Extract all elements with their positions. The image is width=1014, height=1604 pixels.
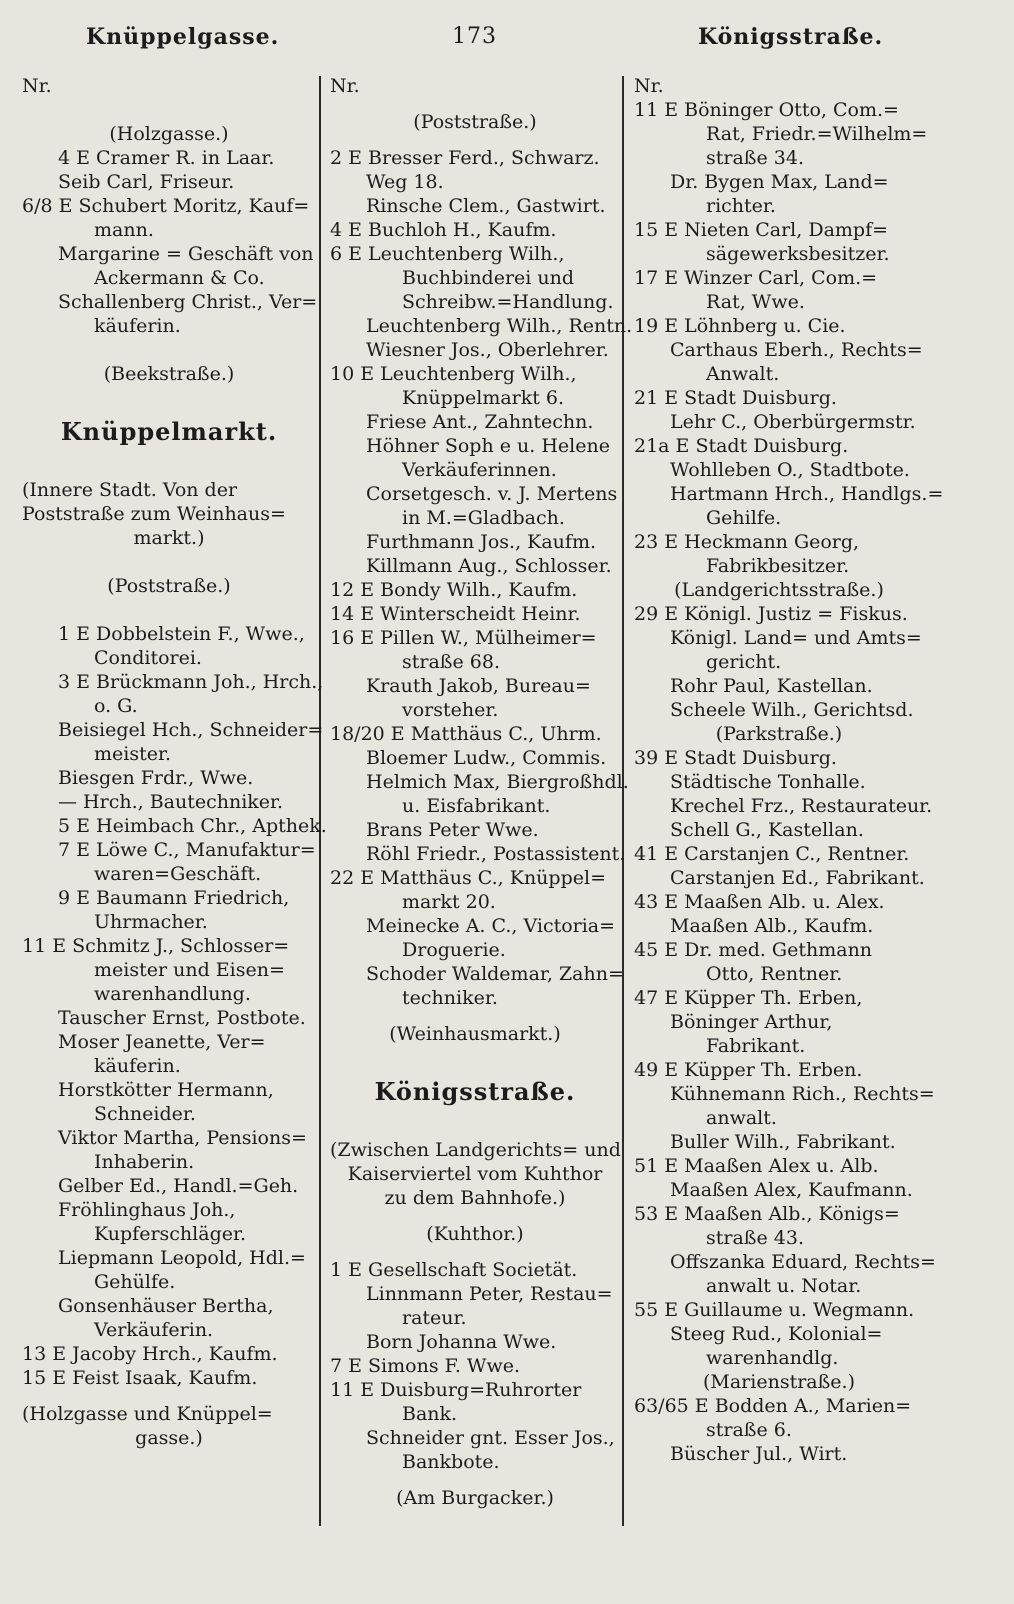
spacer: [22, 386, 316, 410]
directory-line: (Weinhausmarkt.): [389, 1023, 561, 1045]
section-heading: Königsstraße.: [374, 1077, 576, 1106]
directory-line: Rat, Friedr.=Wilhelm=: [706, 123, 928, 145]
directory-line: Fabrikbesitzer.: [706, 555, 850, 577]
directory-line: (Poststraße.): [413, 111, 537, 133]
directory-line: 4 E Cramer R. in Laar.: [58, 147, 275, 169]
directory-line: (Holzgasse.): [109, 123, 229, 145]
directory-line: 29 E Königl. Justiz = Fiskus.: [634, 603, 908, 625]
directory-line: gericht.: [706, 651, 782, 673]
directory-line: 23 E Heckmann Georg,: [634, 531, 860, 553]
directory-line: anwalt.: [706, 1107, 777, 1129]
directory-line: 12 E Bondy Wilh., Kaufm.: [330, 579, 578, 601]
directory-line: gasse.): [135, 1427, 203, 1449]
running-header-left: Knüppelgasse.: [86, 24, 280, 50]
column-3: [634, 74, 944, 1466]
directory-line: Gelber Ed., Handl.=Geh.: [58, 1175, 299, 1197]
spacer: [22, 338, 316, 362]
directory-line: Böninger Arthur,: [670, 1011, 833, 1033]
page-number: 173: [452, 24, 497, 49]
directory-line: o. G.: [94, 695, 138, 717]
directory-line: markt 20.: [402, 891, 496, 913]
directory-line: 6/8 E Schubert Moritz, Kauf=: [22, 195, 310, 217]
directory-line: 3 E Brückmann Joh., Hrch.,: [58, 671, 324, 693]
directory-line: Hartmann Hrch., Handlgs.=: [670, 483, 944, 505]
directory-line: 10 E Leuchtenberg Wilh.,: [330, 363, 577, 385]
directory-line: 2 E Bresser Ferd., Schwarz.: [330, 147, 600, 169]
directory-line: Krechel Frz., Restaurateur.: [670, 795, 933, 817]
directory-line: Offszanka Eduard, Rechts=: [670, 1251, 936, 1273]
directory-line: Gehilfe.: [706, 507, 782, 529]
directory-line: 5 E Heimbach Chr., Apthek.: [58, 815, 327, 837]
directory-line: meister und Eisen=: [94, 959, 285, 981]
directory-line: Maaßen Alex, Kaufmann.: [670, 1179, 913, 1201]
running-header-right: Königsstraße.: [698, 24, 884, 50]
spacer: [330, 98, 620, 110]
directory-line: 47 E Küpper Th. Erben,: [634, 987, 863, 1009]
spacer: [330, 1210, 620, 1222]
directory-line: Schallenberg Christ., Ver=: [58, 291, 318, 313]
directory-line: käuferin.: [94, 1055, 181, 1077]
directory-line: 13 E Jacoby Hrch., Kaufm.: [22, 1343, 278, 1365]
spacer: [330, 1010, 620, 1022]
directory-line: straße 6.: [706, 1419, 792, 1441]
directory-line: Moser Jeanette, Ver=: [58, 1031, 266, 1053]
directory-line: in M.=Gladbach.: [402, 507, 565, 529]
directory-line: 18/20 E Matthäus C., Uhrm.: [330, 723, 602, 745]
directory-line: Leuchtenberg Wilh., Rentn.: [366, 315, 633, 337]
directory-line: Weg 18.: [366, 171, 444, 193]
directory-line: Kaiserviertel vom Kuhthor: [347, 1163, 603, 1185]
directory-line: (Am Burgacker.): [396, 1487, 554, 1509]
directory-line: Schneider.: [94, 1103, 196, 1125]
directory-line: Rat, Wwe.: [706, 291, 805, 313]
directory-line: mann.: [94, 219, 154, 241]
directory-line: Uhrmacher.: [94, 911, 208, 933]
spacer: [330, 1114, 620, 1138]
directory-line: 16 E Pillen W., Mülheimer=: [330, 627, 597, 649]
directory-line: Tauscher Ernst, Postbote.: [58, 1007, 306, 1029]
spacer: [22, 98, 316, 122]
directory-line: 63/65 E Bodden A., Marien=: [634, 1395, 912, 1417]
directory-line: Conditorei.: [94, 647, 202, 669]
directory-line: Röhl Friedr., Postassistent.: [366, 843, 626, 865]
directory-line: Verkäuferin.: [94, 1319, 214, 1341]
directory-line: 15 E Feist Isaak, Kaufm.: [22, 1367, 258, 1389]
directory-line: straße 43.: [706, 1227, 804, 1249]
directory-line: Höhner Soph e u. Helene: [366, 435, 610, 457]
directory-line: 43 E Maaßen Alb. u. Alex.: [634, 891, 885, 913]
directory-line: markt.): [133, 527, 205, 549]
directory-line: 21a E Stadt Duisburg.: [634, 435, 849, 457]
spacer: [22, 1390, 316, 1402]
column-rule-left: [319, 76, 321, 1526]
directory-line: richter.: [706, 195, 776, 217]
directory-line: straße 68.: [402, 651, 500, 673]
directory-line: Rinsche Clem., Gastwirt.: [366, 195, 606, 217]
directory-line: Brans Peter Wwe.: [366, 819, 539, 841]
directory-line: 4 E Buchloh H., Kaufm.: [330, 219, 557, 241]
directory-line: vorsteher.: [402, 699, 499, 721]
directory-line: Krauth Jakob, Bureau=: [366, 675, 591, 697]
directory-line: techniker.: [402, 987, 498, 1009]
directory-line: Königl. Land= und Amts=: [670, 627, 922, 649]
directory-line: 41 E Carstanjen C., Rentner.: [634, 843, 910, 865]
directory-line: Scheele Wilh., Gerichtsd.: [670, 699, 914, 721]
directory-line: Horstkötter Hermann,: [58, 1079, 274, 1101]
directory-line: warenhandlung.: [94, 983, 251, 1005]
directory-line: zu dem Bahnhofe.): [384, 1187, 566, 1209]
directory-line: 1 E Gesellschaft Societät.: [330, 1259, 578, 1281]
directory-line: Corsetgesch. v. J. Mertens: [366, 483, 618, 505]
directory-line: Steeg Rud., Kolonial=: [670, 1323, 883, 1345]
directory-line: Schell G., Kastellan.: [670, 819, 864, 841]
directory-line: Margarine = Geschäft von: [58, 243, 314, 265]
directory-line: waren=Geschäft.: [94, 863, 262, 885]
directory-line: Buller Wilh., Fabrikant.: [670, 1131, 896, 1153]
directory-line: Wiesner Jos., Oberlehrer.: [366, 339, 609, 361]
directory-line: 19 E Löhnberg u. Cie.: [634, 315, 846, 337]
directory-line: Büscher Jul., Wirt.: [670, 1443, 848, 1465]
directory-line: Maaßen Alb., Kaufm.: [670, 915, 874, 937]
spacer: [22, 454, 316, 478]
directory-line: 45 E Dr. med. Gethmann: [634, 939, 873, 961]
directory-line: Schoder Waldemar, Zahn=: [366, 963, 624, 985]
directory-line: — Hrch., Bautechniker.: [58, 791, 284, 813]
directory-line: (Innere Stadt. Von der: [22, 479, 238, 501]
directory-line: Poststraße zum Weinhaus=: [22, 503, 286, 525]
directory-line: Otto, Rentner.: [706, 963, 843, 985]
directory-line: u. Eisfabrikant.: [402, 795, 551, 817]
directory-line: Bank.: [402, 1403, 458, 1425]
directory-line: (Landgerichtsstraße.): [674, 579, 884, 601]
directory-line: Kupferschläger.: [94, 1223, 247, 1245]
directory-line: 39 E Stadt Duisburg.: [634, 747, 837, 769]
directory-line: Friese Ant., Zahntechn.: [366, 411, 594, 433]
spacer: [330, 1046, 620, 1070]
directory-line: Gehülfe.: [94, 1271, 176, 1293]
directory-line: Seib Carl, Friseur.: [58, 171, 235, 193]
directory-line: Lehr C., Oberbürgermstr.: [670, 411, 916, 433]
directory-line: Wohlleben O., Stadtbote.: [670, 459, 910, 481]
directory-line: 14 E Winterscheidt Heinr.: [330, 603, 581, 625]
directory-line: Bankbote.: [402, 1451, 500, 1473]
directory-line: 11 E Schmitz J., Schlosser=: [22, 935, 290, 957]
directory-line: (Holzgasse und Knüppel=: [22, 1403, 273, 1425]
directory-line: 1 E Dobbelstein F., Wwe.,: [58, 623, 305, 645]
spacer: [330, 1474, 620, 1486]
directory-line: 7 E Simons F. Wwe.: [330, 1355, 520, 1377]
spacer: [22, 598, 316, 622]
directory-line: Nr.: [22, 75, 52, 97]
directory-line: warenhandlg.: [706, 1347, 839, 1369]
directory-line: (Parkstraße.): [715, 723, 843, 745]
directory-line: Anwalt.: [706, 363, 780, 385]
directory-line: (Poststraße.): [107, 575, 231, 597]
directory-line: Verkäuferinnen.: [402, 459, 557, 481]
directory-line: Knüppelmarkt 6.: [402, 387, 565, 409]
directory-line: 17 E Winzer Carl, Com.=: [634, 267, 878, 289]
directory-line: Carthaus Eberh., Rechts=: [670, 339, 923, 361]
directory-line: Meinecke A. C., Victoria=: [366, 915, 616, 937]
spacer: [330, 1246, 620, 1258]
directory-line: Linnmann Peter, Restau=: [366, 1283, 613, 1305]
directory-line: Fabrikant.: [706, 1035, 806, 1057]
directory-line: Carstanjen Ed., Fabrikant.: [670, 867, 925, 889]
directory-line: meister.: [94, 743, 172, 765]
column-2: [330, 74, 633, 1510]
column-1: [22, 74, 327, 1450]
directory-line: 49 E Küpper Th. Erben.: [634, 1059, 863, 1081]
directory-line: sägewerksbesitzer.: [706, 243, 890, 265]
directory-line: 51 E Maaßen Alex u. Alb.: [634, 1155, 879, 1177]
directory-line: (Kuhthor.): [426, 1223, 524, 1245]
spacer: [22, 550, 316, 574]
directory-line: käuferin.: [94, 315, 181, 337]
directory-line: Ackermann & Co.: [94, 267, 265, 289]
directory-line: anwalt u. Notar.: [706, 1275, 862, 1297]
directory-line: rateur.: [402, 1307, 467, 1329]
directory-line: Droguerie.: [402, 939, 506, 961]
directory-line: 7 E Löwe C., Manufaktur=: [58, 839, 316, 861]
directory-line: Schneider gnt. Esser Jos.,: [366, 1427, 615, 1449]
directory-line: Städtische Tonhalle.: [670, 771, 866, 793]
directory-line: Dr. Bygen Max, Land=: [670, 171, 889, 193]
directory-line: Furthmann Jos., Kaufm.: [366, 531, 597, 553]
spacer: [330, 134, 620, 146]
directory-line: Rohr Paul, Kastellan.: [670, 675, 873, 697]
directory-line: Helmich Max, Biergroßhdl.: [366, 771, 629, 793]
directory-line: (Marienstraße.): [702, 1371, 856, 1393]
directory-line: Liepmann Leopold, Hdl.=: [58, 1247, 306, 1269]
directory-line: Beisiegel Hch., Schneider=: [58, 719, 324, 741]
directory-line: Kühnemann Rich., Rechts=: [670, 1083, 935, 1105]
directory-line: Fröhlinghaus Joh.,: [58, 1199, 236, 1221]
directory-line: 9 E Baumann Friedrich,: [58, 887, 290, 909]
directory-line: Killmann Aug., Schlosser.: [366, 555, 612, 577]
directory-line: 21 E Stadt Duisburg.: [634, 387, 837, 409]
directory-line: Nr.: [634, 75, 664, 97]
directory-line: 55 E Guillaume u. Wegmann.: [634, 1299, 915, 1321]
directory-line: 11 E Böninger Otto, Com.=: [634, 99, 899, 121]
directory-line: 15 E Nieten Carl, Dampf=: [634, 219, 889, 241]
directory-line: (Zwischen Landgerichts= und: [330, 1139, 621, 1161]
directory-line: (Beekstraße.): [103, 363, 235, 385]
directory-line: straße 34.: [706, 147, 804, 169]
directory-line: Nr.: [330, 75, 360, 97]
directory-line: Buchbinderei und: [402, 267, 575, 289]
section-heading: Knüppelmarkt.: [60, 417, 278, 446]
directory-line: Inhaberin.: [94, 1151, 195, 1173]
directory-line: Biesgen Frdr., Wwe.: [58, 767, 254, 789]
directory-line: 11 E Duisburg=Ruhrorter: [330, 1379, 582, 1401]
directory-line: 6 E Leuchtenberg Wilh.,: [330, 243, 565, 265]
directory-line: Born Johanna Wwe.: [366, 1331, 557, 1353]
column-rule-right: [622, 76, 624, 1526]
directory-line: Viktor Martha, Pensions=: [58, 1127, 307, 1149]
directory-line: Schreibw.=Handlung.: [402, 291, 614, 313]
directory-line: 53 E Maaßen Alb., Königs=: [634, 1203, 900, 1225]
directory-line: 22 E Matthäus C., Knüppel=: [330, 867, 606, 889]
directory-line: Gonsenhäuser Bertha,: [58, 1295, 274, 1317]
directory-line: Bloemer Ludw., Commis.: [366, 747, 607, 769]
